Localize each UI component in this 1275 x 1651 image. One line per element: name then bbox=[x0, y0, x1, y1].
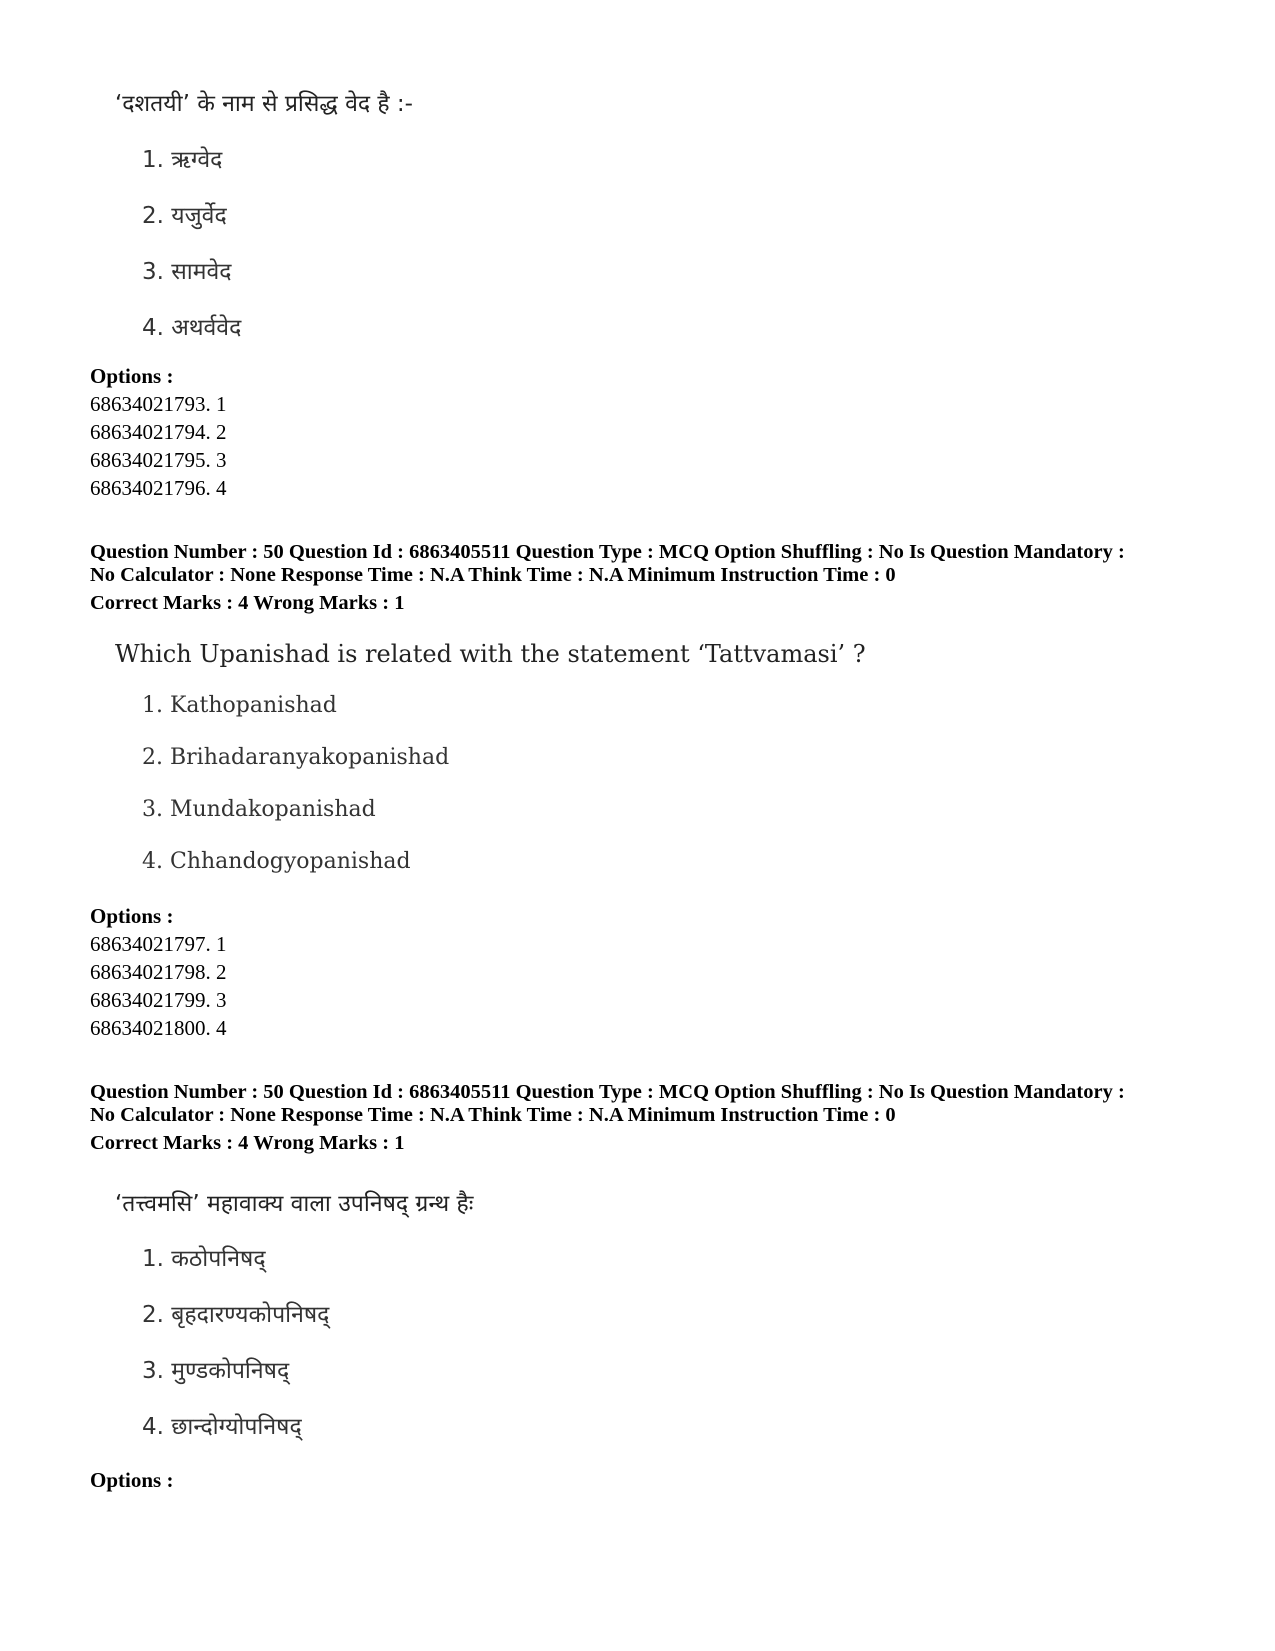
choice-2: 2. Brihadaranyakopanishad bbox=[142, 745, 450, 770]
option-id-2: 68634021798. 2 bbox=[90, 960, 227, 984]
options-label: Options : bbox=[90, 904, 174, 928]
choice-3: 3. सामवेद bbox=[142, 259, 232, 285]
choice-2: 2. यजुर्वेद bbox=[142, 203, 227, 229]
choice-1: 1. कठोपनिषद् bbox=[142, 1246, 266, 1272]
option-id-4: 68634021800. 4 bbox=[90, 1016, 227, 1040]
choice-4: 4. अथर्ववेद bbox=[142, 315, 242, 341]
choice-2: 2. बृहदारण्यकोपनिषद् bbox=[142, 1302, 330, 1328]
options-label: Options : bbox=[90, 1468, 174, 1492]
option-id-1: 68634021797. 1 bbox=[90, 932, 227, 956]
choice-1: 1. ऋग्वेद bbox=[142, 147, 223, 173]
choice-4: 4. छान्दोग्योपनिषद् bbox=[142, 1414, 302, 1440]
question-text-hindi-2: ‘तत्त्वमसि’ महावाक्य वाला उपनिषद् ग्रन्थ हैः bbox=[115, 1191, 474, 1217]
question-text-english: Which Upanishad is related with the statement ‘Tattvamasi’ ? bbox=[115, 640, 866, 668]
question-meta-line-2: No Calculator : None Response Time : N.A Think Time : N.A Minimum Instruction Time : 0 bbox=[90, 1104, 896, 1126]
choice-1: 1. Kathopanishad bbox=[142, 693, 337, 718]
choice-3: 3. Mundakopanishad bbox=[142, 797, 376, 822]
option-id-2: 68634021794. 2 bbox=[90, 420, 227, 444]
question-text-hindi-1: ‘दशतयी’ के नाम से प्रसिद्ध वेद है :- bbox=[115, 91, 413, 117]
question-meta-line-1: Question Number : 50 Question Id : 6863405511 Question Type : MCQ Option Shuffling : No Is Question Mandatory : bbox=[90, 541, 1125, 563]
question-meta-line-2: No Calculator : None Response Time : N.A Think Time : N.A Minimum Instruction Time : 0 bbox=[90, 564, 896, 586]
choice-3: 3. मुण्डकोपनिषद् bbox=[142, 1358, 290, 1384]
option-id-1: 68634021793. 1 bbox=[90, 392, 227, 416]
options-label: Options : bbox=[90, 364, 174, 388]
option-id-4: 68634021796. 4 bbox=[90, 476, 227, 500]
question-marks: Correct Marks : 4 Wrong Marks : 1 bbox=[90, 1132, 405, 1154]
choice-4: 4. Chhandogyopanishad bbox=[142, 849, 411, 874]
question-marks: Correct Marks : 4 Wrong Marks : 1 bbox=[90, 592, 405, 614]
question-meta-line-1: Question Number : 50 Question Id : 6863405511 Question Type : MCQ Option Shuffling : No Is Question Mandatory : bbox=[90, 1081, 1125, 1103]
option-id-3: 68634021795. 3 bbox=[90, 448, 227, 472]
option-id-3: 68634021799. 3 bbox=[90, 988, 227, 1012]
